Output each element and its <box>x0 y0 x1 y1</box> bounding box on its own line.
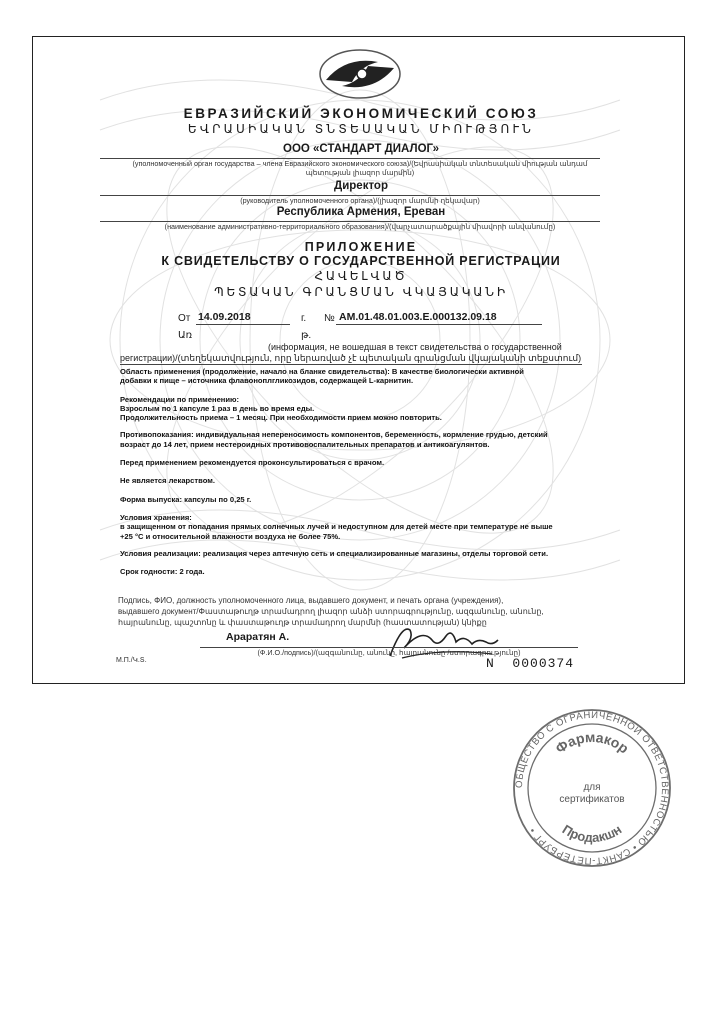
registration-number: AM.01.48.01.003.E.000132.09.18 <box>339 311 497 323</box>
union-name-ru: ЕВРАЗИЙСКИЙ ЭКОНОМИЧЕСКИЙ СОЮЗ <box>183 106 539 121</box>
serial-value: 0000374 <box>512 656 575 671</box>
divider <box>120 364 582 365</box>
stamp-outer-text: ОБЩЕСТВО С ОГРАНИЧЕННОЙ ОТВЕТСТВЕННОСТЬЮ • САНКТ-ПЕТЕРБУРГ • <box>513 709 671 867</box>
shelf-life: Срок годности: 2 года. <box>120 567 205 577</box>
position-caption: (руководитель уполномоченного органа)/(լիազոր մարմնի ղեկավար) <box>240 196 480 205</box>
signature-instruction-line3: հայրանունը, պաշտոնը և փաստաթուղթ տրամադրող մարմնի (հաստատության) կնիքը <box>118 618 487 627</box>
location-caption: (наименование административно-территориального образования)/(վարչատարածքային միավորի անվանումը) <box>164 222 556 231</box>
recommendations-line1: Взрослым по 1 капсуле 1 раз в день во время еды. <box>120 403 315 413</box>
location: Республика Армения, Ереван <box>276 206 446 218</box>
handwritten-signature <box>382 618 502 664</box>
authority-caption-line2: պետության լիազոր մարմին) <box>305 168 415 177</box>
storage-line1: в защищенном от попадания прямых солнечных лучей и недоступном для детей месте при температуре не выше <box>120 522 553 532</box>
from-label-hy: Առ <box>178 330 193 341</box>
release-form: Форма выпуска: капсулы по 0,25 г. <box>120 494 252 504</box>
contraindications-line1: Противопоказания: индивидуальная непереносимость компонентов, беременность, кормление грудью, детский <box>120 430 548 440</box>
not-drug-note: Не является лекарством. <box>120 476 215 486</box>
signatory-name: Араратян А. <box>226 631 290 643</box>
union-name-hy: ԵՎՐԱՍԻԱԿԱՆ ՏՆՏԵՍԱԿԱՆ ՄԻՈՒԹՅՈՒՆ <box>187 122 535 136</box>
eaeu-emblem <box>316 46 404 102</box>
stamp-bottom-text: Продакшн <box>559 821 625 846</box>
seal-place-label: М.П./Կ.Տ. <box>116 657 147 664</box>
signature-instruction <box>118 595 590 628</box>
consult-note: Перед применением рекомендуется проконсультироваться с врачом. <box>120 458 385 468</box>
serial-prefix: N <box>486 656 495 671</box>
signature-instruction-line2: выдавшего документ/Փաստաթուղթ տրամադրող լիազոր անձի ստորագրությունը, ազգանունը, անունը, <box>118 607 544 616</box>
company-stamp <box>512 708 672 868</box>
scope-line1: Область применения (продолжение, начало на бланке свидетельства): В качестве биологически активной <box>120 367 524 376</box>
storage-line2: +25 °С и относительной влажности воздуха не более 75%. <box>120 531 341 541</box>
stamp-middle-line1: для <box>583 782 601 793</box>
storage-title: Условия хранения: <box>120 512 192 522</box>
contraindications-line2: возраст до 14 лет, прием нестероидных противовоспалительных препаратов и антикоагулянтов. <box>120 439 490 449</box>
certificate-body <box>120 367 590 576</box>
svg-text:Фармакор <box>552 729 632 757</box>
note-line1: (информация, не вошедшая в текст свидетельства о государственной <box>268 342 562 352</box>
number-underline <box>336 324 542 325</box>
stamp-middle-line2: сертификатов <box>559 794 625 805</box>
registration-date: 14.09.2018 <box>198 311 251 323</box>
note-line2: регистрации)/(տեղեկատվություն, որը ներառված չէ պետական գրանցման վկայականի տեքստում) <box>120 353 582 363</box>
recommendations-line2: Продолжительность приема – 1 месяц. При необходимости прием можно повторить. <box>120 413 442 423</box>
year-hy: թ. <box>301 330 312 341</box>
sale-conditions: Условия реализации: реализация через аптечную сеть и специализированные магазины, отделы торговой сети. <box>120 548 549 558</box>
recommendations-title: Рекомендации по применению: <box>120 394 240 404</box>
serial-number <box>486 656 574 671</box>
title-hy-line2: ՊԵՏԱԿԱՆ ԳՐԱՆՑՄԱՆ ՎԿԱՅԱԿԱՆԻ <box>214 285 508 299</box>
svg-text:Продакшн <box>560 822 625 846</box>
stamp-top-text: Фармакор <box>552 728 632 757</box>
scope-line2: добавки к пище – источника флавоноплгликозидов, содержащей L-карнитин. <box>120 376 414 386</box>
authority-caption-line1: (уполномоченный орган государства – члена Евразийского экономического союза)/(Եվրասիական տնտեսական միության անդամ <box>132 159 588 168</box>
signature-instruction-line1: Подпись, ФИО, должность уполномоченного лица, выдавшего документ, и печать органа (учреждения), <box>118 596 504 605</box>
year-abbr: г. <box>301 313 307 324</box>
date-underline <box>196 324 290 325</box>
title-hy-line1: ՀԱՎԵԼՎԱԾ <box>314 269 408 283</box>
title-ru-line2: К СВИДЕТЕЛЬСТВУ О ГОСУДАРСТВЕННОЙ РЕГИСТРАЦИИ <box>161 254 561 268</box>
signature-caption: (Ф.И.О./подпись)/(ազգանունը, անունը, հայրանունը /ստորագրությունը) <box>257 648 521 657</box>
from-label-ru: От <box>178 313 191 324</box>
number-sign: № <box>324 313 335 324</box>
title-ru-line1: ПРИЛОЖЕНИЕ <box>304 240 418 254</box>
position-title: Директор <box>334 180 388 192</box>
authority-name: ООО «СТАНДАРТ ДИАЛОГ» <box>283 143 439 155</box>
